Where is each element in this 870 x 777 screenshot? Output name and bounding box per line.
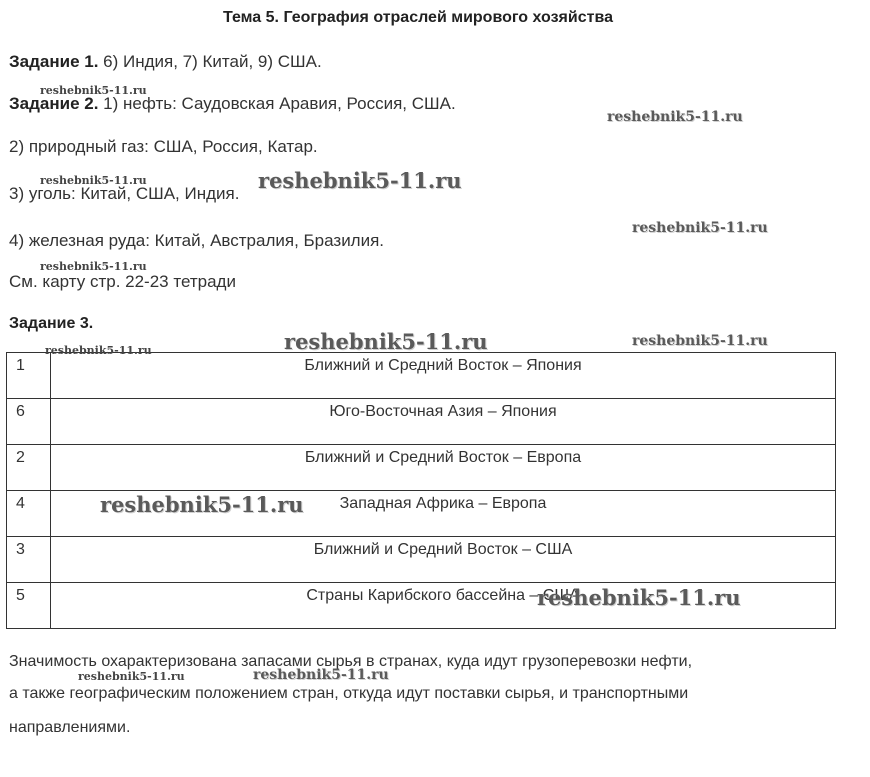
route-text: Юго-Восточная Азия – Япония [51, 399, 836, 445]
watermark: reshebnik5-11.ru [253, 667, 389, 683]
conclusion-line1: Значимость охарактеризована запасами сырья в странах, куда идут грузоперевозки нефти, [9, 653, 693, 670]
task2-line1 [9, 94, 456, 114]
task1-answer: 6) Индия, 7) Китай, 9) США. [98, 52, 322, 71]
route-text: Ближний и Средний Восток – США [51, 537, 836, 583]
watermark: reshebnik5-11.ru [40, 84, 147, 97]
watermark: reshebnik5-11.ru [40, 174, 147, 187]
page-title: Тема 5. География отраслей мирового хозяйства [223, 9, 613, 26]
watermark: reshebnik5-11.ru [284, 329, 488, 354]
route-number: 6 [7, 399, 51, 445]
route-text: Страны Карибского бассейна – США [51, 583, 836, 629]
conclusion-line2: а также географическим положением стран, откуда идут поставки сырья, и транспортными [9, 685, 689, 702]
watermark: reshebnik5-11.ru [632, 333, 768, 349]
table-row [7, 537, 836, 583]
route-text: Западная Африка – Европа [51, 491, 836, 537]
task3-label: Задание 3. [9, 315, 94, 332]
watermark: reshebnik5-11.ru [632, 220, 768, 236]
watermark: reshebnik5-11.ru [537, 585, 741, 610]
route-text: Ближний и Средний Восток – Европа [51, 445, 836, 491]
watermark: reshebnik5-11.ru [100, 492, 304, 517]
route-number: 3 [7, 537, 51, 583]
task2-coal: 3) уголь: Китай, США, Индия. [9, 184, 240, 203]
task2-map-note: См. карту стр. 22-23 тетради [9, 272, 236, 291]
task2-label: Задание 2. [9, 94, 99, 113]
route-number: 5 [7, 583, 51, 629]
watermark: reshebnik5-11.ru [45, 344, 152, 357]
route-text: Ближний и Средний Восток – Япония [51, 353, 836, 399]
table-row [7, 399, 836, 445]
route-number: 2 [7, 445, 51, 491]
watermark: reshebnik5-11.ru [258, 168, 462, 193]
conclusion-line3: направлениями. [9, 719, 131, 736]
watermark: reshebnik5-11.ru [40, 260, 147, 273]
task1-line [9, 52, 322, 72]
watermark: reshebnik5-11.ru [607, 109, 743, 125]
route-number: 4 [7, 491, 51, 537]
route-number: 1 [7, 353, 51, 399]
task2-iron-ore: 4) железная руда: Китай, Австралия, Бразилия. [9, 231, 385, 250]
task1-label: Задание 1. [9, 52, 99, 71]
table-row [7, 445, 836, 491]
watermark: reshebnik5-11.ru [78, 670, 185, 683]
task2-oil: 1) нефть: Саудовская Аравия, Россия, США. [98, 94, 456, 113]
task2-gas: 2) природный газ: США, Россия, Катар. [9, 137, 318, 156]
table-row [7, 353, 836, 399]
